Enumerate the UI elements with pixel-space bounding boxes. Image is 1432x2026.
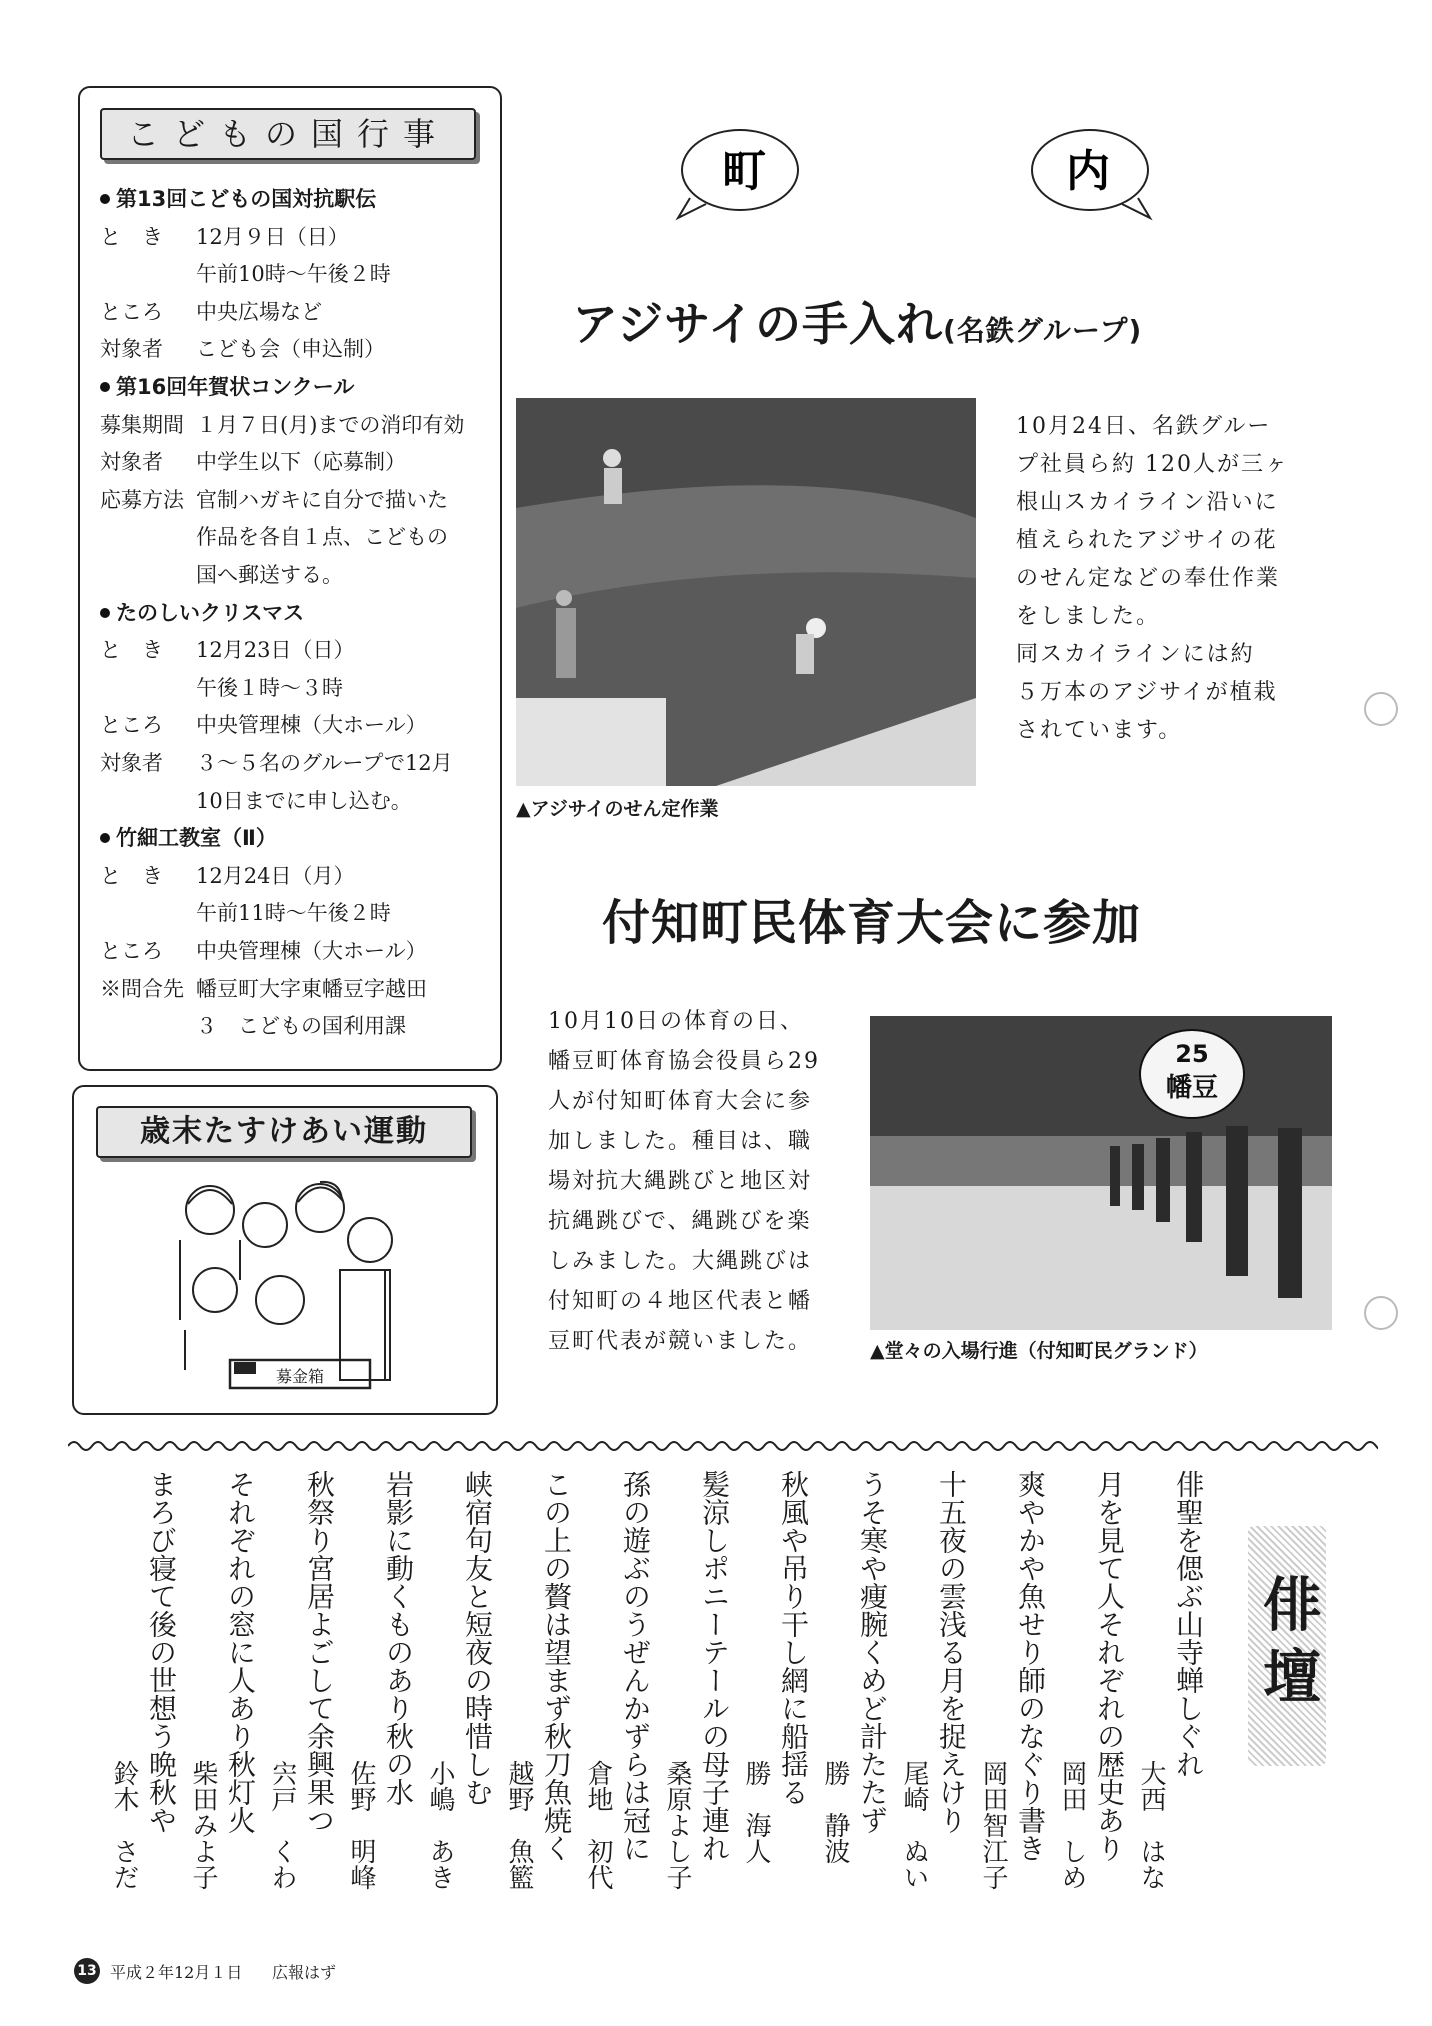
haiku-poem: まろび寝て後の世想う晩秋や xyxy=(145,1470,178,1834)
event-detail-label: 応募方法 xyxy=(100,487,184,512)
event-detail-value: 作品を各自１点、こどもの xyxy=(196,525,448,550)
event-detail-label: 募集期間 xyxy=(100,412,184,437)
body-line: 付知町の４地区代表と幡 xyxy=(548,1289,813,1314)
bullet-icon xyxy=(100,833,110,843)
event-detail-value: 中央管理棟（大ホール） xyxy=(196,713,427,738)
event-heading-text: 第16回年賀状コンクール xyxy=(116,375,355,399)
event-detail-label: ところ xyxy=(100,939,163,963)
haiku-poem: この上の贅は望まず秋刀魚焼く xyxy=(540,1470,573,1862)
event-detail-row xyxy=(100,483,448,517)
column-header-right: 内 xyxy=(1066,146,1110,197)
haiku-author: 岡田智江子 xyxy=(978,1760,1008,1890)
event-detail-row xyxy=(100,558,343,592)
haiku-poem: 秋祭り宮居よごして余興果つ xyxy=(303,1470,336,1834)
column-header-left: 町 xyxy=(722,146,766,197)
article1-headline: アジサイの手入れ(名鉄グループ) xyxy=(572,297,1143,351)
events-title: こどもの国行事 xyxy=(100,108,476,160)
haiku-poem: うそ寒や痩腕くめど計たたず xyxy=(856,1470,889,1834)
column-header-left-bubble xyxy=(668,118,808,228)
father-figure xyxy=(186,1186,234,1234)
event-detail-value: 中央管理棟（大ホール） xyxy=(196,939,427,963)
bullet-icon xyxy=(100,194,110,204)
haiku-author: 岡田 しめ xyxy=(1057,1760,1087,1890)
event-detail-row xyxy=(100,708,427,742)
haiku-author: 倉地 初代 xyxy=(583,1760,613,1890)
body-line: 植えられたアジサイの花 xyxy=(1016,528,1278,553)
event-heading-text: 竹細工教室（Ⅱ） xyxy=(116,826,277,851)
event-detail-label: ※問合先 xyxy=(100,976,184,1001)
haiku-poem: 孫の遊ぶのうぜんかずらは冠に xyxy=(619,1470,652,1862)
event-detail-row xyxy=(100,859,355,893)
event-detail-row xyxy=(100,784,412,818)
footer-publication: 広報はず xyxy=(272,1963,337,1982)
event-detail-value: 午前10時～午後２時 xyxy=(196,262,391,287)
article2-headline: 付知町民体育大会に参加 xyxy=(602,895,1142,951)
binder-hole xyxy=(1364,692,1398,726)
body-line: しみました。大縄跳びは xyxy=(548,1249,813,1274)
haiku-author: 尾崎 ぬい xyxy=(899,1760,929,1890)
event-heading xyxy=(100,182,376,216)
haiku-author: 柴田みよ子 xyxy=(188,1760,218,1890)
haiku-author: 宍戸 くわ xyxy=(267,1760,297,1890)
donation-box-label: 募金箱 xyxy=(275,1367,325,1386)
haiku-title: 俳壇 xyxy=(1248,1526,1326,1766)
haiku-author: 大西 はな xyxy=(1136,1760,1166,1890)
event-detail-label: ところ xyxy=(100,299,163,324)
haiku-author: 小嶋 あき xyxy=(425,1760,455,1890)
event-detail-label: ところ xyxy=(100,713,163,738)
event-detail-value: 12月23日（日） xyxy=(196,638,355,663)
event-heading-text: たのしいクリスマス xyxy=(116,600,305,625)
haiku-author: 勝 静波 xyxy=(820,1760,850,1864)
body-line: のせん定などの奉仕作業 xyxy=(1016,566,1281,591)
haiku-poem: 髪涼しポニーテールの母子連れ xyxy=(698,1470,731,1862)
haiku-poem: 十五夜の雲浅る月を捉えけり xyxy=(935,1470,968,1834)
event-detail-value: ３～５名のグループで12月 xyxy=(196,751,453,775)
event-detail-value: 午後１時～３時 xyxy=(196,675,343,700)
body-line: 10月10日の体育の日、 xyxy=(548,1009,804,1034)
article2-caption: ▲堂々の入場行進（付知町民グランド） xyxy=(870,1340,1208,1362)
body-line: 豆町代表が競いました。 xyxy=(548,1329,813,1354)
event-detail-value: 幡豆町大字東幡豆字越田 xyxy=(196,976,427,1001)
event-detail-label: 対象者 xyxy=(100,751,163,775)
haiku-author: 勝 海人 xyxy=(741,1760,771,1864)
article2-photo xyxy=(870,1016,1332,1330)
haiku-author: 鈴木 さだ xyxy=(109,1760,139,1890)
event-detail-value: 官制ハガキに自分で描いた xyxy=(196,487,448,512)
event-detail-value: 午前11時～午後２時 xyxy=(196,901,391,926)
event-detail-row xyxy=(100,633,355,667)
article2-body xyxy=(548,1002,848,1362)
binder-hole xyxy=(1364,1296,1398,1330)
article1-body xyxy=(1016,408,1316,750)
haiku-author: 桑原よし子 xyxy=(662,1760,692,1890)
event-detail-row xyxy=(100,295,322,329)
haiku-poem: 月を見て人それぞれの歴史あり xyxy=(1093,1470,1126,1862)
article1-photo xyxy=(516,398,976,786)
event-detail-row xyxy=(100,972,427,1006)
event-detail-value: こども会（申込制） xyxy=(196,337,385,362)
haiku-poem: 俳聖を偲ぶ山寺蝉しぐれ xyxy=(1172,1470,1205,1778)
event-detail-row xyxy=(100,746,453,780)
team-sign-number: 25 xyxy=(1175,1040,1209,1068)
haiku-poem: 秋風や吊り干し網に船揺る xyxy=(777,1470,810,1806)
body-line: 幡豆町体育協会役員ら29 xyxy=(548,1049,820,1074)
event-detail-value: ３ こどもの国利用課 xyxy=(196,1014,406,1039)
year-end-title: 歳末たすけあい運動 xyxy=(96,1106,472,1158)
event-detail-row xyxy=(100,445,406,479)
body-line: 加しました。種目は、職 xyxy=(548,1129,813,1154)
haiku-poem: 爽やかや魚せり師のなぐり書き xyxy=(1014,1470,1047,1862)
event-detail-label: 対象者 xyxy=(100,337,163,362)
event-detail-row xyxy=(100,671,343,705)
body-line: ５万本のアジサイが植栽 xyxy=(1016,680,1278,705)
event-detail-row xyxy=(100,1009,406,1043)
haiku-poem: 峡宿句友と短夜の時惜しむ xyxy=(461,1470,494,1806)
body-line: 抗縄跳びで、縄跳びを楽 xyxy=(548,1209,812,1234)
article1-subheadline: (名鉄グループ) xyxy=(942,314,1143,347)
page-number: 13 xyxy=(74,1958,100,1984)
event-detail-row xyxy=(100,332,385,366)
event-detail-row xyxy=(100,257,391,291)
body-line: 10月24日、名鉄グルー xyxy=(1016,414,1272,439)
team-sign-text: 幡豆 xyxy=(1165,1073,1219,1103)
haiku-poem: 岩影に動くものあり秋の水 xyxy=(382,1470,415,1806)
event-detail-value: 12月24日（月） xyxy=(196,863,355,888)
event-detail-value: １月７日(月)までの消印有効 xyxy=(196,412,465,437)
event-detail-value: 10日までに申し込む。 xyxy=(196,788,412,813)
body-line: 同スカイラインには約 xyxy=(1016,642,1255,667)
event-detail-value: 中学生以下（応募制） xyxy=(196,450,406,475)
event-detail-label: と き xyxy=(100,224,163,249)
haiku-author: 越野 魚籃 xyxy=(504,1760,534,1890)
article1-caption: ▲アジサイのせん定作業 xyxy=(516,798,719,820)
event-detail-row xyxy=(100,520,448,554)
event-detail-label: 対象者 xyxy=(100,450,163,475)
event-detail-row xyxy=(100,408,465,442)
event-detail-value: 国へ郵送する。 xyxy=(196,563,343,587)
bullet-icon xyxy=(100,382,110,392)
haiku-author: 佐野 明峰 xyxy=(346,1760,376,1890)
wave-divider xyxy=(68,1438,1378,1454)
body-line: プ社員ら約 120人が三ヶ xyxy=(1016,452,1289,477)
body-line: されています。 xyxy=(1016,718,1183,743)
event-detail-row xyxy=(100,934,427,968)
bullet-icon xyxy=(100,608,110,618)
body-line: 根山スカイライン沿いに xyxy=(1016,490,1279,515)
event-detail-label: と き xyxy=(100,863,163,888)
family-donation-illustration xyxy=(170,1170,410,1400)
event-heading-text: 第13回こどもの国対抗駅伝 xyxy=(116,187,377,211)
event-detail-value: 中央広場など xyxy=(196,299,322,324)
event-detail-value: 12月９日（日） xyxy=(196,224,349,249)
event-heading xyxy=(100,596,304,630)
column-header-right-bubble xyxy=(1022,118,1162,228)
body-line: 場対抗大縄跳びと地区対 xyxy=(548,1169,813,1194)
event-detail-label: と き xyxy=(100,638,163,663)
body-line: をしました。 xyxy=(1016,604,1161,629)
body-line: 人が付知町体育大会に参 xyxy=(548,1089,813,1114)
haiku-poem: それぞれの窓に人あり秋灯火 xyxy=(224,1470,257,1834)
event-heading xyxy=(100,821,277,855)
footer-date: 平成２年12月１日 xyxy=(110,1963,243,1982)
event-heading xyxy=(100,370,354,404)
event-detail-row xyxy=(100,896,391,930)
event-detail-row xyxy=(100,220,349,254)
